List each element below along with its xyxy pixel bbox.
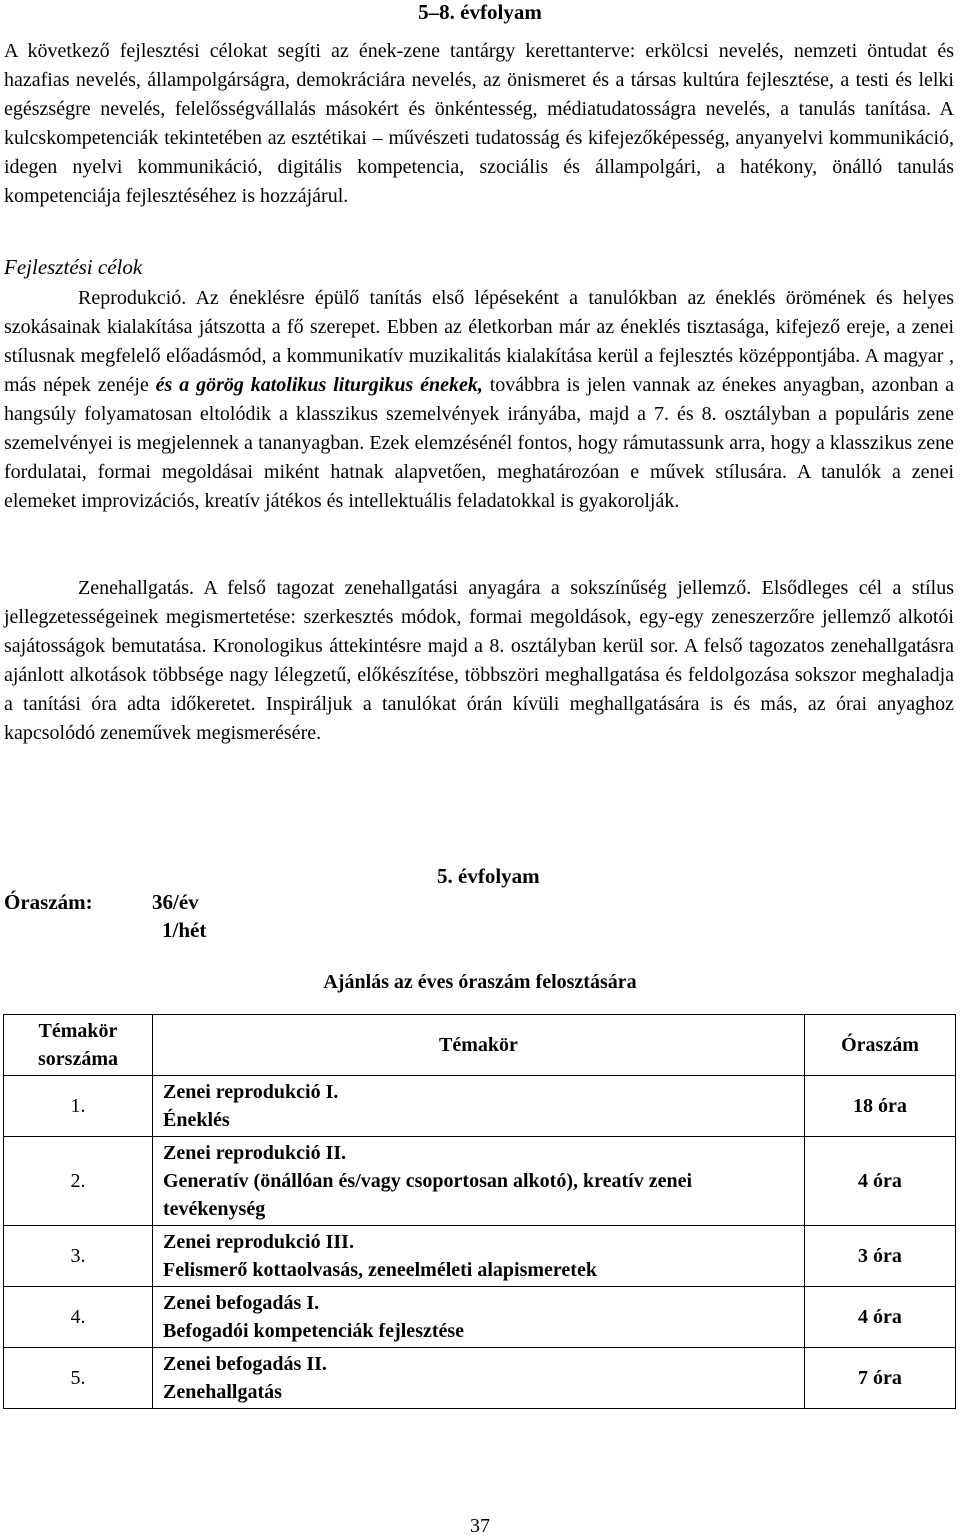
topic-title: Zenei reprodukció I. [163, 1081, 339, 1103]
hours-per-year: 36/év [152, 890, 199, 914]
table-row [4, 1287, 956, 1348]
row-topic [153, 1226, 805, 1287]
topic-title: Zenei befogadás I. [163, 1292, 320, 1314]
page-number: 37 [470, 1515, 490, 1537]
row-hours: 4 óra [805, 1287, 956, 1348]
reproduction-emphasis: és a görög katolikus liturgikus énekek, [155, 374, 483, 396]
topic-title: Zenei reprodukció II. [163, 1142, 347, 1164]
table-header-row [4, 1015, 956, 1076]
header-topic-number: Témakör sorszáma [4, 1015, 153, 1076]
header-hours: Óraszám [805, 1015, 956, 1076]
hours-allocation-table [3, 1014, 956, 1409]
reproduction-paragraph [4, 284, 954, 516]
header-topic: Témakör [153, 1015, 805, 1076]
topic-subtitle: Generatív (önállóan és/vagy csoportosan alkotó), kreatív zenei tevékenység [163, 1170, 693, 1220]
listening-paragraph [4, 574, 954, 748]
row-topic [153, 1348, 805, 1409]
topic-subtitle: Zenehallgatás [163, 1381, 282, 1403]
grade-heading: 5. évfolyam [437, 864, 540, 888]
row-topic [153, 1137, 805, 1226]
row-number: 2. [4, 1137, 153, 1226]
hours-label: Óraszám: [4, 890, 93, 914]
topic-title: Zenei reprodukció III. [163, 1231, 354, 1253]
reproduction-text-before: Reprodukció. Az éneklésre épülő tanítás első lépéseként a tanulókban az éneklés örömének és helyes szokásainak kialakítása játszotta a fő szerepet. Ebben az életkorban már az éneklés tisztasága, kifejező ereje, a zenei stílusnak megfelelő előadásmód, a kommunikatív muzikalitás kialakítása kerül a fejlesztés középpontjába. A magyar , más népek zenéje [4, 287, 954, 396]
row-hours: 18 óra [805, 1076, 956, 1137]
listening-text: Zenehallgatás. A felső tagozat zenehallgatási anyagára a sokszínűség jellemző. Elsődleges cél a stílus jellegzetességeinek megismertetése: szerkesztés módok, formai megoldások, egy-egy zeneszerzőre jellemző alkotói sajátosságok bemutatása. Kronologikus áttekintésre majd a 8. osztályban kerül sor. A felső tagozatos zenehallgatásra ajánlott alkotások többsége nagy lélegzetű, előkészítése, többszöri meghallgatása és feldolgozása sokszor meghaladja a tanítási óra adta időkeretet. Inspiráljuk a tanulókat órán kívüli meghallgatására is és más, az órai anyaghoz kapcsolódó zeneművek megismerésére. [4, 577, 954, 744]
page-heading: 5–8. évfolyam [418, 0, 542, 24]
topic-subtitle: Éneklés [163, 1109, 230, 1131]
row-number: 5. [4, 1348, 153, 1409]
reproduction-text-after: továbbra is jelen vannak az énekes anyagban, azonban a hangsúly folyamatosan eltolódik a klasszikus szemelvények irányába, majd a 7. és 8. osztályban a populáris zene szemelvényei is megjelennek a tananyagban. Ezek elemzésénél fontos, hogy rámutassunk arra, hogy a klasszikus zene fordulatai, formai megoldásai miként hatnak alapvetően, meghatározóan e művek stílusára. A tanulók a zenei elemeket improvizációs, kreatív játékos és intellektuális feladatokkal is gyakorolják. [4, 374, 954, 512]
row-number: 3. [4, 1226, 153, 1287]
row-hours: 3 óra [805, 1226, 956, 1287]
table-row [4, 1226, 956, 1287]
table-row [4, 1137, 956, 1226]
topic-subtitle: Felismerő kottaolvasás, zeneelméleti alapismeretek [163, 1259, 597, 1281]
row-hours: 7 óra [805, 1348, 956, 1409]
table-row [4, 1348, 956, 1409]
row-hours: 4 óra [805, 1137, 956, 1226]
row-number: 4. [4, 1287, 153, 1348]
row-topic [153, 1076, 805, 1137]
hours-per-week: 1/hét [162, 918, 207, 942]
table-row [4, 1076, 956, 1137]
topic-subtitle: Befogadói kompetenciák fejlesztése [163, 1320, 465, 1342]
topic-title: Zenei befogadás II. [163, 1353, 327, 1375]
row-number: 1. [4, 1076, 153, 1137]
row-topic [153, 1287, 805, 1348]
intro-paragraph: A következő fejlesztési célokat segíti az ének-zene tantárgy kerettanterve: erkölcsi nevelés, nemzeti öntudat és hazafias nevelés, állampolgárságra, demokráciára nevelés, az önismeret és a társas kultúra fejlesztése, a testi és lelki egészségre nevelés, felelősségvállalás másokért és önkéntesség, médiatudatosságra nevelés, a tanulás tanítása. A kulcskompetenciák tekintetében az esztétikai – művészeti tudatosság és kifejezőképesség, anyanyelvi kommunikáció, idegen nyelvi kommunikáció, digitális kompetencia, szociális és állampolgári, a hatékony, önálló tanulás kompetenciája fejlesztéséhez is hozzájárul. [4, 40, 954, 207]
table-title: Ajánlás az éves óraszám felosztására [323, 971, 637, 993]
goals-heading: Fejlesztési célok [4, 255, 143, 279]
